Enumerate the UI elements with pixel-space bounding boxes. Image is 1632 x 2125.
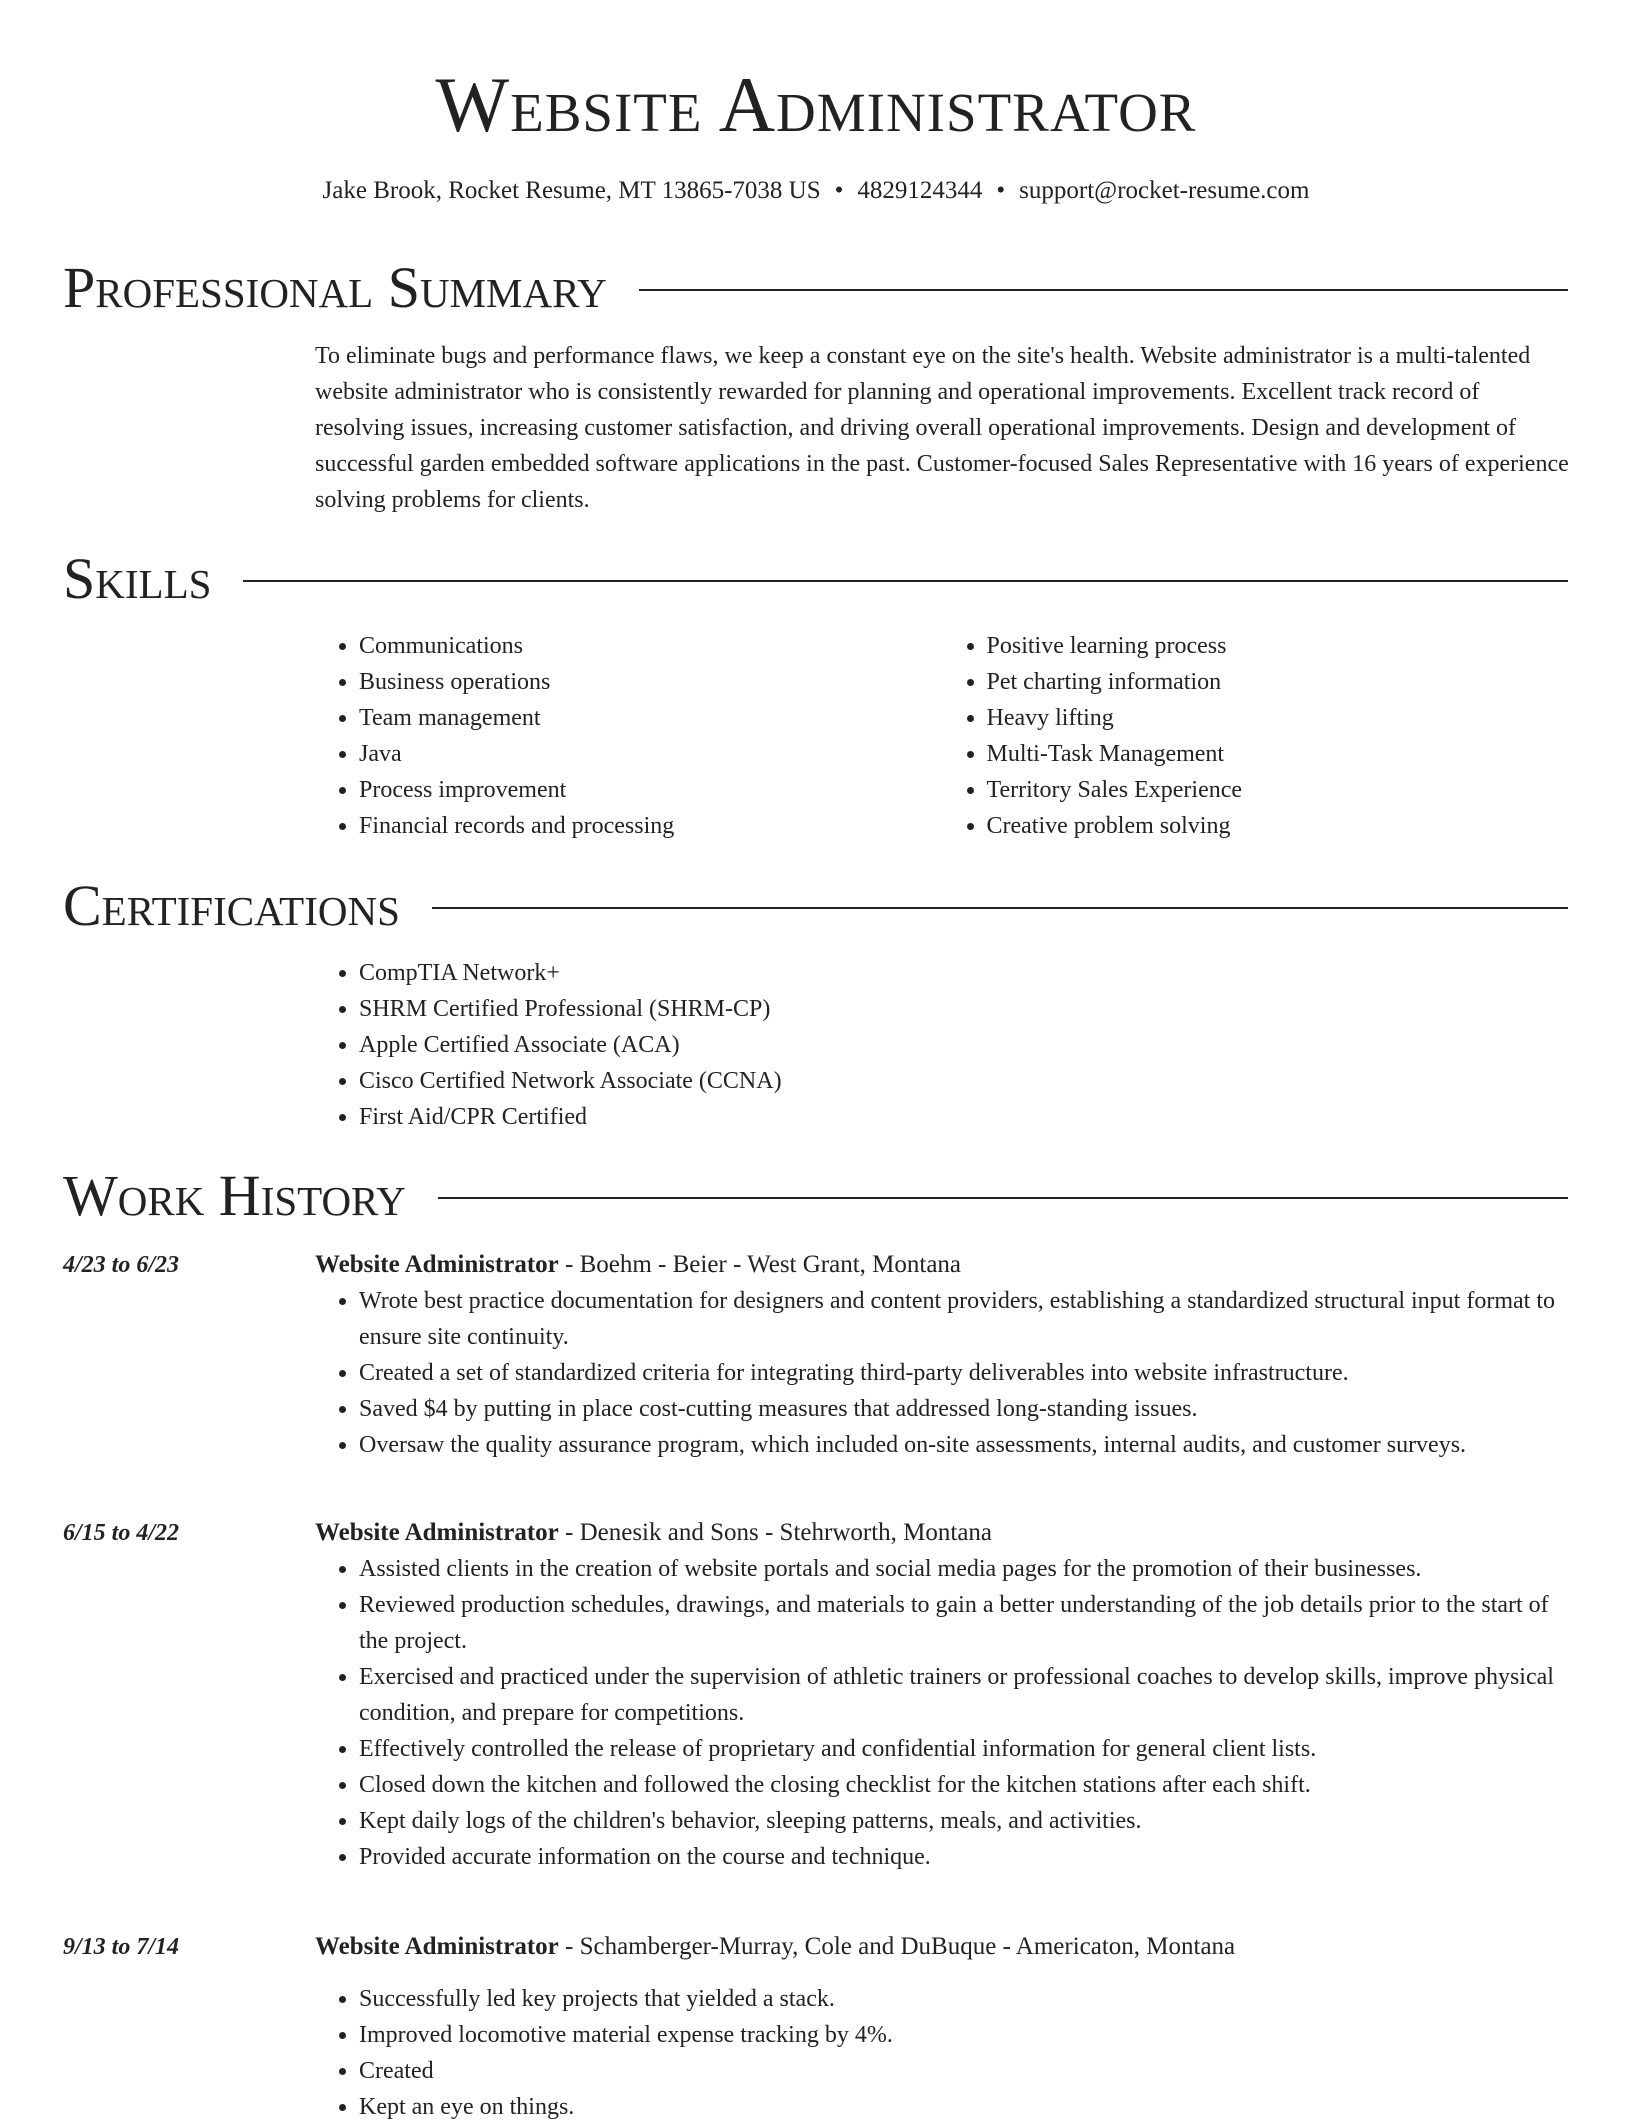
certifications-heading: Certifications — [63, 873, 400, 938]
skill-item: • Team management — [359, 700, 943, 736]
job-bullet: • Oversaw the quality assurance program, which included on-site assessments, internal audits, and customer surveys. — [359, 1427, 1570, 1463]
job-title: Website Administrator — [315, 1251, 559, 1278]
job-title-line — [315, 1929, 1570, 1965]
job-bullet: • Reviewed production schedules, drawings, and materials to gain a better understanding of the job details prior to the start of the project. — [359, 1587, 1570, 1659]
skill-item: • Process improvement — [359, 772, 943, 808]
work-heading: Work History — [63, 1163, 406, 1228]
work-section-header — [63, 1163, 1568, 1229]
job-title-line — [315, 1247, 1570, 1283]
job-employer: - Boehm - Beier - West Grant, Montana — [558, 1251, 962, 1278]
skill-item: • Territory Sales Experience — [987, 772, 1571, 808]
contact-email: support@rocket-resume.com — [1019, 177, 1310, 204]
job-bullet: • Successfully led key projects that yielded a stack. — [359, 1981, 1570, 2017]
skill-item: • Multi-Task Management — [987, 736, 1571, 772]
certification-item: • SHRM Certified Professional (SHRM-CP) — [359, 991, 1570, 1027]
summary-heading: Professional Summary — [63, 255, 607, 320]
certifications-section-header — [63, 873, 1568, 939]
job-dates: 9/13 to 7/14 — [63, 1934, 180, 1960]
job-entry — [315, 1929, 1570, 2125]
section-divider — [243, 580, 1568, 582]
job-title: Website Administrator — [315, 1933, 559, 1960]
certification-item: • Cisco Certified Network Associate (CCNA) — [359, 1063, 1570, 1099]
contact-line — [0, 175, 1632, 207]
certification-item: • CompTIA Network+ — [359, 955, 1570, 991]
skills-heading: Skills — [63, 546, 212, 611]
job-bullet: • Provided accurate information on the course and technique. — [359, 1839, 1570, 1875]
job-bullets — [315, 1981, 1570, 2125]
contact-phone: 4829124344 — [857, 177, 983, 204]
job-entry — [315, 1515, 1570, 1875]
job-bullet: • Exercised and practiced under the supervision of athletic trainers or professional coaches to develop skills, improve physical condition, and prepare for competitions. — [359, 1659, 1570, 1731]
skill-item: • Heavy lifting — [987, 700, 1571, 736]
job-dates: 6/15 to 4/22 — [63, 1520, 180, 1546]
skills-column-left — [315, 628, 943, 844]
certification-item: • Apple Certified Associate (ACA) — [359, 1027, 1570, 1063]
contact-address: Jake Brook, Rocket Resume, MT 13865-7038 US — [322, 177, 821, 204]
skills-list — [315, 628, 1570, 844]
job-employer: - Denesik and Sons - Stehrworth, Montana — [558, 1519, 993, 1546]
skill-item: • Financial records and processing — [359, 808, 943, 844]
job-entry — [315, 1247, 1570, 1463]
section-divider — [438, 1197, 1568, 1199]
skill-item: • Creative problem solving — [987, 808, 1571, 844]
section-divider — [639, 289, 1568, 291]
job-bullets — [315, 1551, 1570, 1875]
skill-item: • Business operations — [359, 664, 943, 700]
resume-name: Website Administrator — [435, 61, 1197, 148]
summary-section-header — [63, 255, 1568, 321]
job-bullet: • Created a set of standardized criteria for integrating third-party deliverables into website infrastructure. — [359, 1355, 1570, 1391]
job-employer: - Schamberger-Murray, Cole and DuBuque - Americaton, Montana — [558, 1933, 1236, 1960]
job-bullet: • Effectively controlled the release of proprietary and confidential information for general client lists. — [359, 1731, 1570, 1767]
job-bullet: • Kept daily logs of the children's behavior, sleeping patterns, meals, and activities. — [359, 1803, 1570, 1839]
job-dates: 4/23 to 6/23 — [63, 1252, 180, 1278]
job-bullet: • Wrote best practice documentation for designers and content providers, establishing a standardized structural input format to ensure site continuity. — [359, 1283, 1570, 1355]
job-bullet: • Improved locomotive material expense tracking by 4%. — [359, 2017, 1570, 2053]
skills-section-header — [63, 546, 1568, 612]
job-title-line — [315, 1515, 1570, 1551]
skill-item: • Pet charting information — [987, 664, 1571, 700]
skill-item: • Communications — [359, 628, 943, 664]
section-divider — [432, 907, 1568, 909]
contact-separator: • — [834, 177, 844, 204]
job-bullets — [315, 1283, 1570, 1463]
job-bullet: • Assisted clients in the creation of website portals and social media pages for the promotion of their businesses. — [359, 1551, 1570, 1587]
certification-item: • First Aid/CPR Certified — [359, 1099, 1570, 1135]
skills-column-right — [943, 628, 1571, 844]
skill-item: • Positive learning process — [987, 628, 1571, 664]
job-bullet: • Closed down the kitchen and followed the closing checklist for the kitchen stations after each shift. — [359, 1767, 1570, 1803]
certifications-list — [315, 955, 1570, 1135]
job-bullet: • Kept an eye on things. — [359, 2089, 1570, 2125]
job-bullet: • Saved $4 by putting in place cost-cutting measures that addressed long-standing issues. — [359, 1391, 1570, 1427]
summary-text: To eliminate bugs and performance flaws, we keep a constant eye on the site's health. Website administrator is a multi-talented website administrator who is consistently rewarded for planning and operational improvements. Excellent track record of resolving issues, increasing customer satisfaction, and driving overall operational improvements. Design and development of successful garden embedded software applications in the past. Customer-focused Sales Representative with 16 years of experience solving problems for clients. — [315, 343, 1569, 513]
contact-separator: • — [996, 177, 1006, 204]
job-title: Website Administrator — [315, 1519, 559, 1546]
skill-item: • Java — [359, 736, 943, 772]
job-bullet: • Created — [359, 2053, 1570, 2089]
